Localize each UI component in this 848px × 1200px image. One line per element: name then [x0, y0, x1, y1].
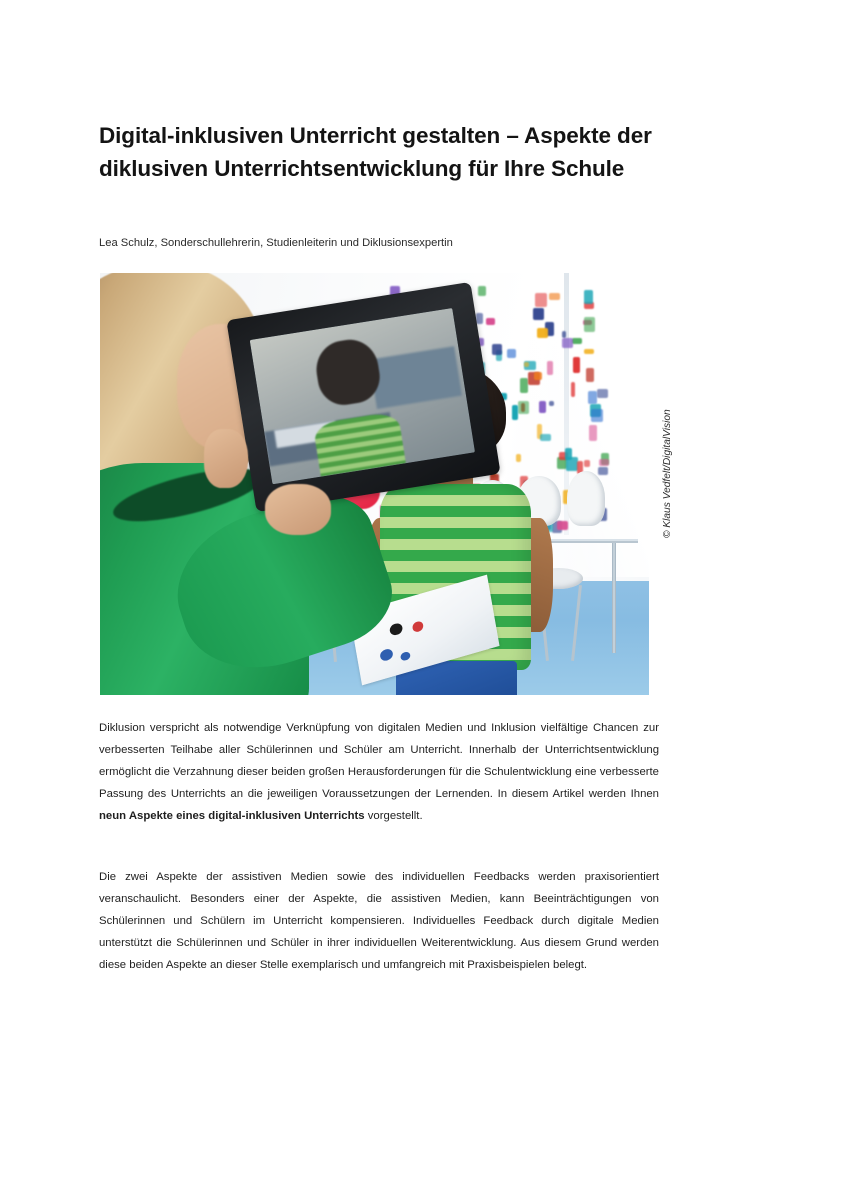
photo-ceramic-ware [567, 471, 605, 526]
photo-figurine [571, 382, 575, 397]
photo-figurine [566, 457, 578, 471]
photo-figurine [584, 349, 594, 354]
photo-figurine [557, 521, 568, 530]
photo-figurine [539, 401, 546, 412]
body-paragraph [99, 866, 659, 976]
photo-figurine [518, 401, 529, 414]
photo-teacher-hand [204, 429, 248, 488]
body-paragraph [99, 717, 659, 827]
photo-figurine [478, 286, 487, 296]
photo-figurine [512, 405, 517, 420]
photo-figurine [547, 361, 553, 375]
photo-figurine [516, 454, 521, 462]
photo-tablet [226, 282, 500, 512]
photo-credit: © Klaus Vedfelt/DigitalVision [662, 409, 673, 538]
paragraph-text: Diklusion verspricht als notwendige Verknüpfung von digitalen Medien und Inklusion vielfältige Chancen zur verbesserten Teilhabe aller Schülerinnen und Schüler am Unterricht. Innerhalb der Unterrichtsentwicklung ermöglicht die Verzahnung dieser beiden großen Herausforderungen für die Schulentwicklung eine verbesserte Passung des Unterrichts an die jeweiligen Voraussetzungen der Lernenden. In diesem Artikel werden Ihnen [99, 722, 659, 801]
photo-figurine [584, 460, 591, 466]
photo-figurine [599, 459, 609, 466]
photo-figurine [584, 290, 593, 304]
photo-figurine [533, 308, 544, 320]
photo-figurine [540, 434, 551, 440]
paragraph-text: vorgestellt. [364, 810, 423, 823]
photo-teacher-hand [265, 484, 331, 535]
photo-figurine [535, 293, 547, 307]
photo-figurine [573, 357, 580, 373]
photo-figurine [486, 318, 495, 325]
photo-paper-mark [411, 620, 424, 633]
paragraph-text: Die zwei Aspekte der assistiven Medien sowie des individuellen Feedbacks werden praxisorientiert veranschaulicht. Besonders einer der Aspekte, die assistiven Medien, kann Beeinträchtigungen von Schülerinnen und Schülern im Unterricht kompensieren. Individuelles Feedback durch digitale Medien unterstützt die Schülerinnen und Schüler in ihrer individuellen Weiterentwicklung. Aus diesem Grund werden diese beiden Aspekte an dieser Stelle exemplarisch und umfangreich mit Praxisbeispielen belegt. [99, 871, 659, 972]
photo-paper-mark [399, 650, 410, 661]
photo-figurine [537, 328, 548, 338]
photo-figurine [597, 389, 608, 398]
page-title: Digital-inklusiven Unterricht gestalten – Aspekte der diklusiven Unterrichtsentwicklung für Ihre Schule [99, 123, 652, 181]
photo-figurine [562, 338, 573, 348]
photo-figurine [507, 349, 517, 358]
photo-figurine [572, 338, 582, 344]
photo-figurine [534, 372, 542, 380]
photo-figurine [520, 378, 528, 393]
photo-figurine [588, 391, 597, 405]
article-figure [100, 273, 649, 695]
photo-figurine [591, 409, 603, 422]
photo-figurine [549, 293, 560, 300]
photo-paper-mark [388, 621, 402, 636]
photo-figurine [589, 425, 598, 441]
photo-figurine [562, 331, 566, 338]
photo-paper-mark [379, 648, 393, 662]
photo-figurine [584, 317, 595, 332]
photo-figurine [492, 344, 503, 355]
article-byline: Lea Schulz, Sonderschullehrerin, Studienleiterin und Diklusionsexpertin [99, 237, 453, 249]
photo-figurine [549, 401, 554, 406]
photo-table-leg [612, 543, 616, 653]
classroom-photo [100, 273, 649, 695]
emphasised-text: neun Aspekte eines digital-inklusiven Unterrichts [99, 810, 365, 823]
photo-figurine [586, 368, 593, 382]
photo-figurine [524, 362, 529, 367]
photo-figurine [598, 467, 609, 475]
